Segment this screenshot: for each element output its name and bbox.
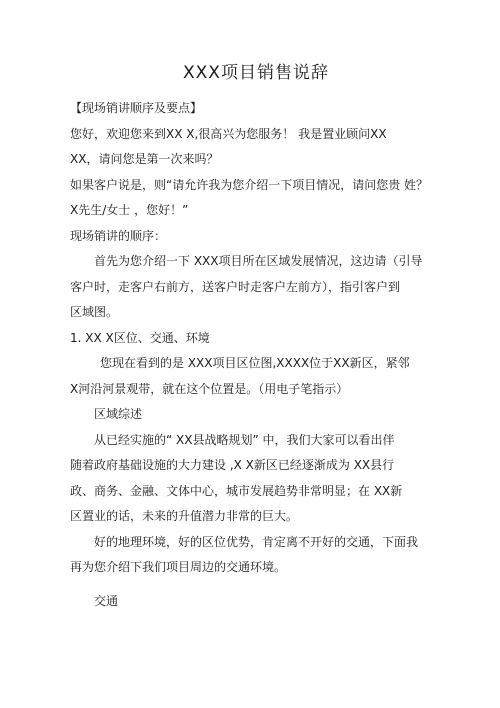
body-line: 政、商务、金融、文体中心，城市发展趋势非常明显；在 XX新 <box>70 483 403 498</box>
body-line: 首先为您介绍一下 XXX项目所在区域发展情况，这边请（引导 <box>94 254 423 268</box>
body-line: 现场销讲的顺序： <box>70 228 167 243</box>
body-line: 您现在看到的是 XXX项目区位图,XXXX位于XX新区，紧邻 <box>100 356 410 370</box>
body-line: XX，请问您是第一次来吗？ <box>70 152 219 166</box>
body-line: 再为您介绍下我们项目周边的交通环境。 <box>70 560 287 574</box>
body-line: 您好，欢迎您来到XX X,很高兴为您服务！ 我是置业顾问XX <box>70 126 387 141</box>
document-body <box>70 96 442 614</box>
body-line: 如果客户说是，则“请允许我为您介绍一下项目情况，请问您贵 姓？ <box>70 177 429 192</box>
body-line: X先生/女士 ，您好！” <box>70 203 189 217</box>
body-line: 区置业的话，未来的升值潜力非常的巨大。 <box>70 509 299 523</box>
body-line: 客户时，走客户右前方，送客户时走客户左前方），指引客户到 <box>70 279 401 294</box>
body-line: 好的地理环境，好的区位优势，肯定离不开好的交通，下面我 <box>94 534 419 549</box>
section-heading: 【现场销讲顺序及要点】 <box>70 101 203 115</box>
body-line: 从已经实施的“ XX县战略规划” 中，我们大家可以看出伴 <box>94 432 395 447</box>
paragraph-gap <box>70 581 442 589</box>
body-line: 随着政府基础设施的大力建设 ,X X新区已经逐渐成为 XX县行 <box>70 458 395 472</box>
subsection-heading: 交通 <box>94 593 119 608</box>
body-line: 区域图。 <box>70 305 119 319</box>
document-title: XXX项目销售说辞 <box>183 63 329 83</box>
subsection-heading: 区域综述 <box>94 407 143 421</box>
body-line: X河沿河景观带，就在这个位置是。（用电子笔指示） <box>70 381 349 396</box>
numbered-heading: 1. XX X区位、交通、环境 <box>70 330 210 345</box>
